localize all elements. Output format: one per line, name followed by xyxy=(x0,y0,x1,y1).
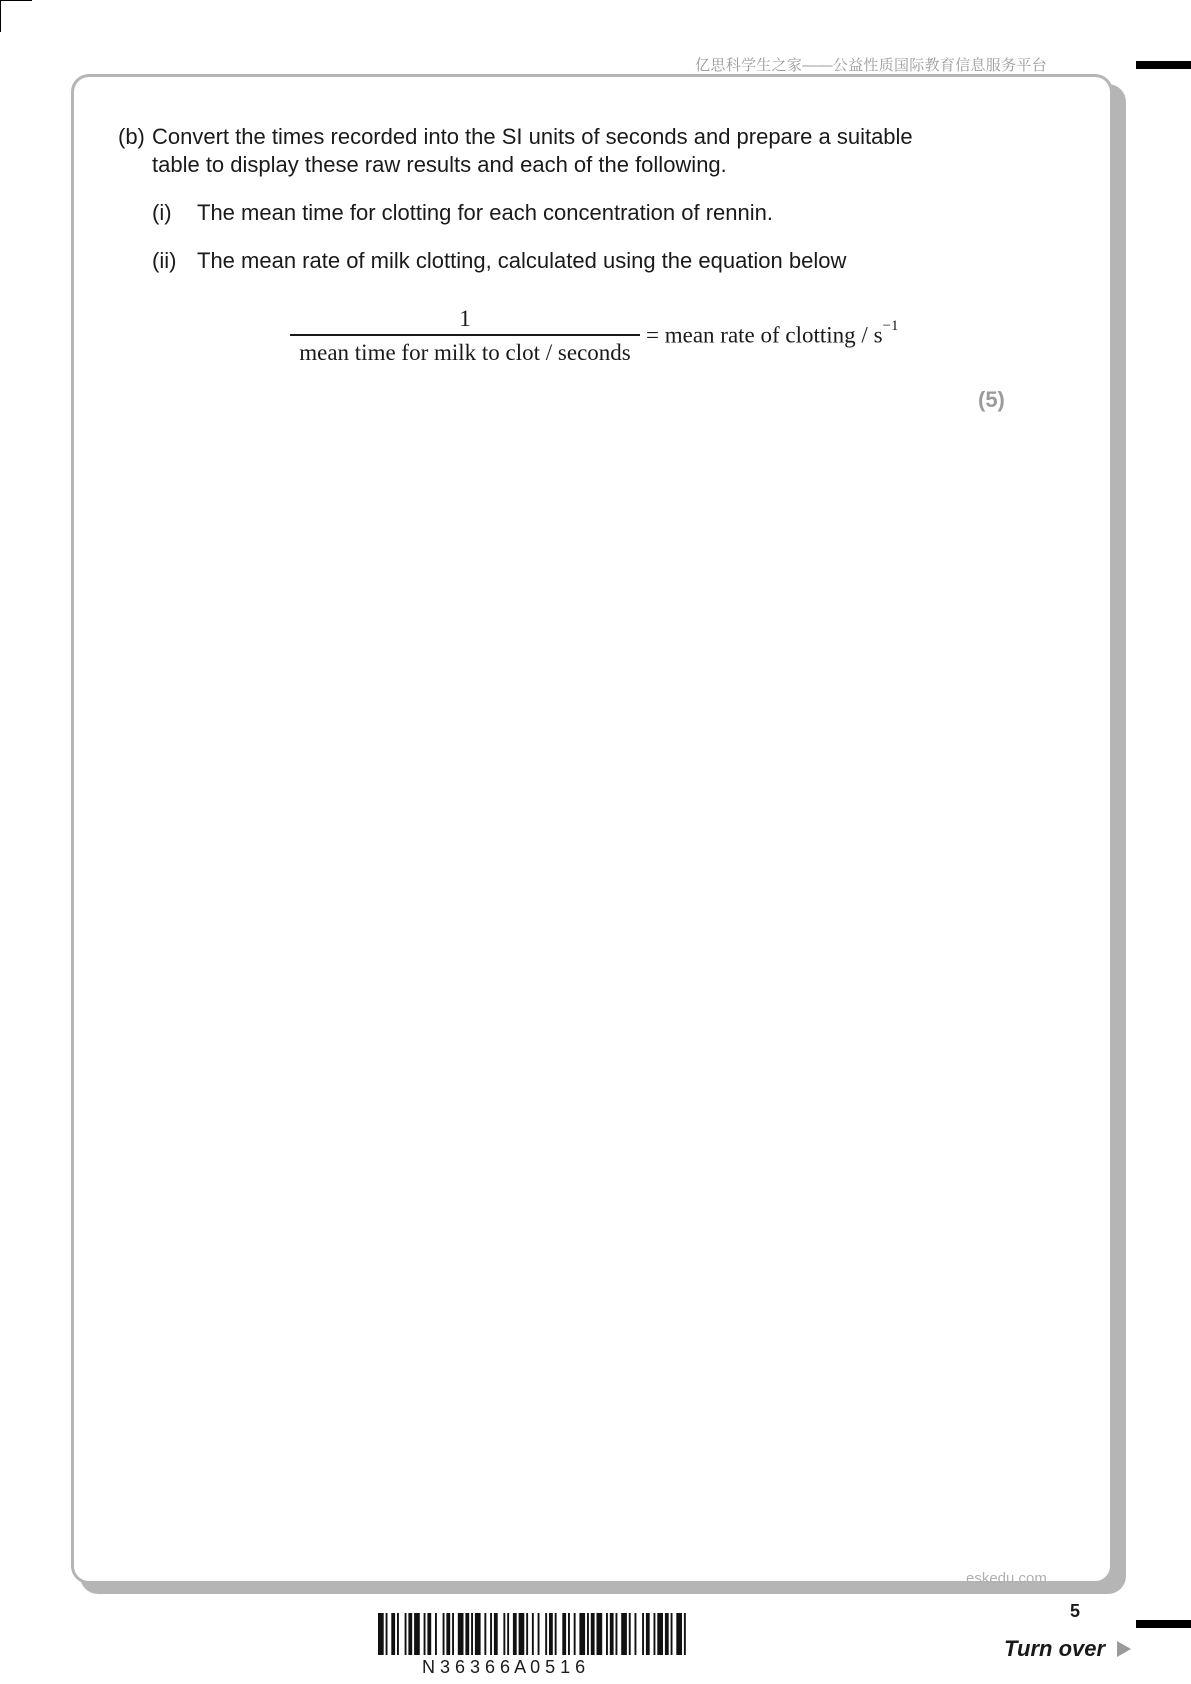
equation-fraction xyxy=(290,306,640,366)
barcode-bar xyxy=(424,1613,426,1655)
barcode-bar xyxy=(391,1613,395,1655)
barcode-bar xyxy=(475,1613,481,1655)
barcode-bar xyxy=(606,1613,608,1655)
turn-over xyxy=(1004,1636,1131,1662)
barcode-bar xyxy=(616,1613,618,1655)
barcode-bar xyxy=(513,1613,517,1655)
barcode-bar xyxy=(579,1613,585,1655)
barcode-bar xyxy=(490,1613,492,1655)
question-text: Convert the times recorded into the SI units of seconds and prepare a suitable table to display these raw results and each of the following. xyxy=(152,124,913,177)
edge-bar-bottom xyxy=(1136,1620,1191,1628)
barcode-bar xyxy=(471,1613,473,1655)
barcode-bar xyxy=(591,1613,595,1655)
page-number: 5 xyxy=(1070,1601,1081,1621)
equation-denominator: mean time for milk to clot / seconds xyxy=(299,339,631,365)
barcode-bar xyxy=(386,1613,388,1655)
equation-numerator: 1 xyxy=(459,306,471,331)
barcode-bar xyxy=(435,1613,437,1655)
barcode-bar xyxy=(635,1613,637,1655)
barcode-bar xyxy=(408,1613,412,1655)
barcode-bar xyxy=(610,1613,614,1655)
barcode-bar xyxy=(494,1613,498,1655)
barcode-bar xyxy=(507,1613,509,1655)
question-label: (b) xyxy=(118,124,145,149)
rate-equation xyxy=(290,306,898,366)
barcode-bar xyxy=(574,1613,576,1655)
barcode-bar xyxy=(484,1613,486,1655)
barcode-bar xyxy=(526,1613,528,1655)
barcode-bar xyxy=(665,1613,669,1655)
barcode-bar xyxy=(414,1613,420,1655)
part-i-label: (i) xyxy=(152,200,172,225)
barcode-bar xyxy=(646,1613,650,1655)
edge-bar-top xyxy=(1136,61,1191,69)
barcode-bar xyxy=(465,1613,469,1655)
barcode-bar xyxy=(671,1613,673,1655)
barcode-bar xyxy=(397,1613,399,1655)
equation-rhs xyxy=(646,318,899,349)
barcode-bar xyxy=(503,1613,505,1655)
equation-rhs-superscript: −1 xyxy=(882,318,899,335)
part-i-text: The mean time for clotting for each concentration of rennin. xyxy=(197,200,773,225)
barcode-bar xyxy=(538,1613,540,1655)
barcode-bar xyxy=(378,1613,384,1655)
barcode-bar xyxy=(452,1613,454,1655)
barcode-bar xyxy=(597,1613,603,1655)
corner-crop-mark xyxy=(0,0,32,1)
barcode-bar xyxy=(642,1613,644,1655)
barcode-text: N 3 6 3 6 6 A 0 5 1 6 xyxy=(422,1657,586,1677)
barcode-bar xyxy=(446,1613,450,1655)
barcode-bar xyxy=(587,1613,589,1655)
barcode-bar xyxy=(405,1613,407,1655)
barcode-bar xyxy=(629,1613,631,1655)
barcode xyxy=(378,1613,811,1655)
barcode-bar xyxy=(458,1613,464,1655)
barcode-bar xyxy=(427,1613,431,1655)
barcode-bar xyxy=(654,1613,656,1655)
answer-frame xyxy=(71,74,1113,1584)
part-ii-label: (ii) xyxy=(152,248,177,273)
barcode-bar xyxy=(568,1613,570,1655)
barcode-bar xyxy=(657,1613,663,1655)
barcode-bar xyxy=(562,1613,566,1655)
barcode-bar xyxy=(519,1613,525,1655)
barcode-bar xyxy=(545,1613,547,1655)
barcode-bar xyxy=(684,1613,686,1655)
turn-over-label: Turn over xyxy=(1004,1636,1106,1661)
barcode-bar xyxy=(549,1613,553,1655)
footer-watermark: eskedu.com xyxy=(966,1570,1047,1587)
header-watermark: 亿思科学生之家——公益性质国际教育信息服务平台 xyxy=(695,57,1047,74)
barcode-bar xyxy=(555,1613,557,1655)
marks-allocation: (5) xyxy=(978,387,1005,412)
barcode-bar xyxy=(621,1613,627,1655)
barcode-bar xyxy=(443,1613,445,1655)
barcode-bar xyxy=(676,1613,682,1655)
play-arrow-icon xyxy=(1117,1641,1131,1657)
part-ii-text: The mean rate of milk clotting, calculated using the equation below xyxy=(197,248,847,273)
corner-crop-mark xyxy=(0,0,1,32)
equation-rhs-text: = mean rate of clotting / s xyxy=(646,323,883,349)
barcode-bar xyxy=(532,1613,534,1655)
